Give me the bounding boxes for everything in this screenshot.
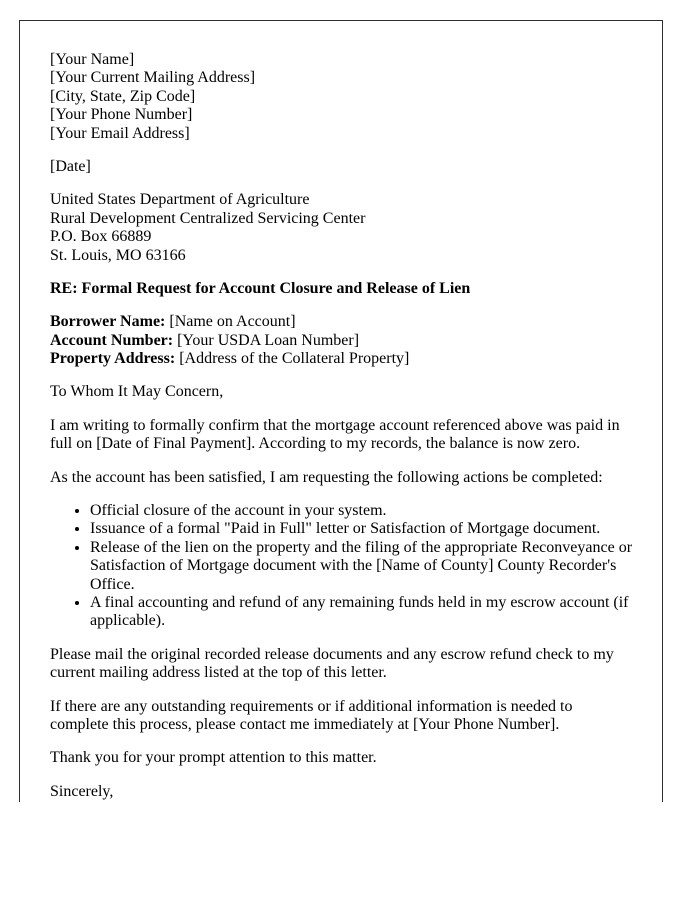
reference-row-account [50,332,634,350]
sender-city-state-zip: [City, State, Zip Code] [50,87,196,105]
requested-actions-list [50,502,634,631]
list-item-escrow-refund: • A final accounting and refund of any remaining funds held in my escrow account (if applicable). [90,594,634,631]
closing-salutation: Sincerely, [50,782,114,800]
recipient-city-state-zip: St. Louis, MO 63166 [50,246,186,264]
paragraph-opening: I am writing to formally confirm that the mortgage account referenced above was paid in full on [Date of Final Payment]. According to my records, the balance is now zero. [50,416,620,453]
sender-address-block [50,51,634,143]
account-number-value: [Your USDA Loan Number] [177,331,360,349]
paragraph-thanks: Thank you for your prompt attention to this matter. [50,749,377,767]
paragraph-mailing-instructions: Please mail the original recorded release documents and any escrow refund check to my current mailing address listed at the top of this letter. [50,645,614,682]
recipient-department: Rural Development Centralized Servicing Center [50,209,366,227]
paragraph-request-intro: As the account has been satisfied, I am requesting the following actions be completed: [50,468,603,486]
borrower-name-label: Borrower Name: [50,313,166,331]
date-line: [Date] [50,157,91,175]
borrower-name-value: [Name on Account] [169,313,296,331]
recipient-address-block [50,191,634,265]
reference-row-borrower [50,313,634,331]
list-item-lien-release: • Release of the lien on the property and the filing of the appropriate Reconveyance or Satisfaction of Mortgage document with the [Name of County] County Recorder's Office. [90,539,634,594]
reference-row-property [50,350,634,368]
letter-document [19,20,663,802]
paragraph-contact-info: If there are any outstanding requirements or if additional information is needed to complete this process, please contact me immediately at [Your Phone Number]. [50,697,573,733]
recipient-po-box: P.O. Box 66889 [50,228,152,246]
list-item-account-closure: • Official closure of the account in your system. [90,502,634,520]
account-number-label: Account Number: [50,331,174,349]
property-address-value: [Address of the Collateral Property] [179,350,410,368]
recipient-agency: United States Department of Agriculture [50,191,310,209]
property-address-label: Property Address: [50,350,176,368]
sender-phone: [Your Phone Number] [50,106,193,124]
reference-block [50,313,634,368]
subject-line: RE: Formal Request for Account Closure and Release of Lien [50,279,471,297]
sender-name: [Your Name] [50,51,135,68]
sender-mailing-address: [Your Current Mailing Address] [50,69,256,87]
salutation: To Whom It May Concern, [50,383,224,401]
sender-email: [Your Email Address] [50,124,190,142]
list-item-paid-in-full-letter: • Issuance of a formal "Paid in Full" letter or Satisfaction of Mortgage document. [90,520,634,538]
